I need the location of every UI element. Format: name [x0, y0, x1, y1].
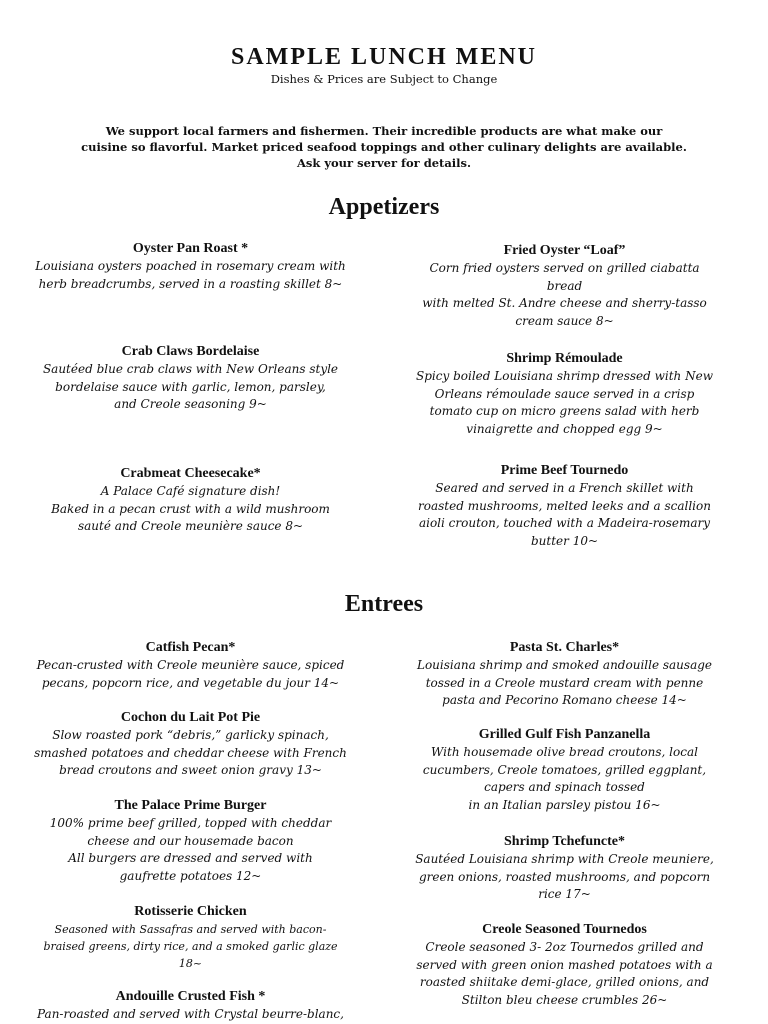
dish-description: Louisiana oysters poached in rosemary cream with herb breadcrumbs, served in a roasting skillet 8~ — [35, 259, 346, 291]
dish-name: Creole Seasoned Tournedos — [482, 922, 647, 937]
appetizer-item — [28, 240, 353, 293]
dish-description: Louisiana shrimp and smoked andouille sausage tossed in a Creole mustard cream with penne pasta and Pecorino Romano cheese 14~ — [416, 658, 713, 707]
dish-name: Crabmeat Cheesecake* — [120, 466, 261, 481]
intro-text: We support local farmers and fishermen. Their incredible products are what make our cuisine so flavorful. Market priced seafood toppings and other culinary delights are available. Ask your server for details. — [81, 124, 687, 170]
dish-description: A Palace Café signature dish! Baked in a pecan crust with a wild mushroom sauté and Creole meunière sauce 8~ — [51, 484, 330, 533]
entree-item — [28, 988, 353, 1024]
dish-name: Rotisserie Chicken — [134, 904, 247, 919]
appetizer-item — [402, 350, 727, 438]
dish-description: Seasoned with Sassafras and served with bacon- braised greens, dirty rice, and a smoked garlic glaze 18~ — [43, 923, 338, 970]
dish-description: 100% prime beef grilled, topped with cheddar cheese and our housemade bacon All burgers are dressed and served with gaufrette potatoes 12~ — [49, 816, 332, 883]
dish-name: Shrimp Rémoulade — [506, 351, 623, 366]
dish-name: Fried Oyster “Loaf” — [503, 243, 626, 258]
dish-description: Corn fried oysters served on grilled ciabatta bread with melted St. Andre cheese and sherry-tasso cream sauce 8~ — [422, 261, 707, 328]
entree-item — [402, 726, 727, 814]
appetizers-heading: Appetizers — [328, 194, 440, 220]
dish-name: Pasta St. Charles* — [509, 640, 620, 655]
dish-description: Pan-roasted and served with Crystal beurre-blanc, — [37, 1007, 344, 1021]
dish-name: Andouille Crusted Fish * — [115, 989, 266, 1004]
dish-name: Crab Claws Bordelaise — [121, 344, 260, 359]
dish-name: Catfish Pecan* — [145, 640, 236, 655]
entree-item — [28, 709, 353, 780]
dish-name: Grilled Gulf Fish Panzanella — [478, 727, 651, 742]
dish-description: Pecan-crusted with Creole meunière sauce, spiced pecans, popcorn rice, and vegetable du jour 14~ — [36, 658, 345, 690]
dish-name: The Palace Prime Burger — [114, 798, 267, 813]
appetizer-item — [402, 462, 727, 550]
dish-description: Sautéed Louisiana shrimp with Creole meuniere, green onions, roasted mushrooms, and popcorn rice 17~ — [415, 852, 714, 901]
menu-subtitle: Dishes & Prices are Subject to Change — [270, 72, 498, 86]
entree-item — [402, 833, 727, 904]
entree-item — [28, 797, 353, 885]
entree-item — [28, 639, 353, 692]
dish-name: Shrimp Tchefuncte* — [504, 834, 625, 849]
appetizer-item — [28, 465, 353, 536]
appetizer-item — [402, 242, 727, 330]
entrees-heading: Entrees — [344, 591, 424, 617]
dish-name: Prime Beef Tournedo — [500, 463, 629, 478]
dish-description: Seared and served in a French skillet with roasted mushrooms, melted leeks and a scallion aioli crouton, touched with a Madeira-rosemary butter 10~ — [418, 481, 711, 548]
dish-description: Slow roasted pork “debris,” garlicky spinach, smashed potatoes and cheddar cheese with French bread croutons and sweet onion gravy 13~ — [34, 728, 347, 777]
appetizer-item — [28, 343, 353, 414]
dish-name: Oyster Pan Roast * — [132, 241, 249, 256]
dish-description: Creole seasoned 3- 2oz Tournedos grilled and served with green onion mashed potatoes with a roasted shiitake demi-glace, grilled onions, and Stilton bleu cheese crumbles 26~ — [416, 940, 713, 1007]
dish-description: Spicy boiled Louisiana shrimp dressed with New Orleans rémoulade sauce served in a crisp tomato cup on micro greens salad with herb vinaigrette and chopped egg 9~ — [416, 369, 713, 436]
entree-item — [402, 639, 727, 710]
dish-description: Sautéed blue crab claws with New Orleans style bordelaise sauce with garlic, lemon, parsley, and Creole seasoning 9~ — [42, 362, 339, 411]
dish-name: Cochon du Lait Pot Pie — [120, 710, 261, 725]
menu-title: SAMPLE LUNCH MENU — [230, 44, 537, 70]
entree-item — [402, 921, 727, 1009]
entree-item — [28, 903, 353, 972]
dish-description: With housemade olive bread croutons, local cucumbers, Creole tomatoes, grilled eggplant, capers and spinach tossed in an Italian parsley pistou 16~ — [422, 745, 707, 812]
